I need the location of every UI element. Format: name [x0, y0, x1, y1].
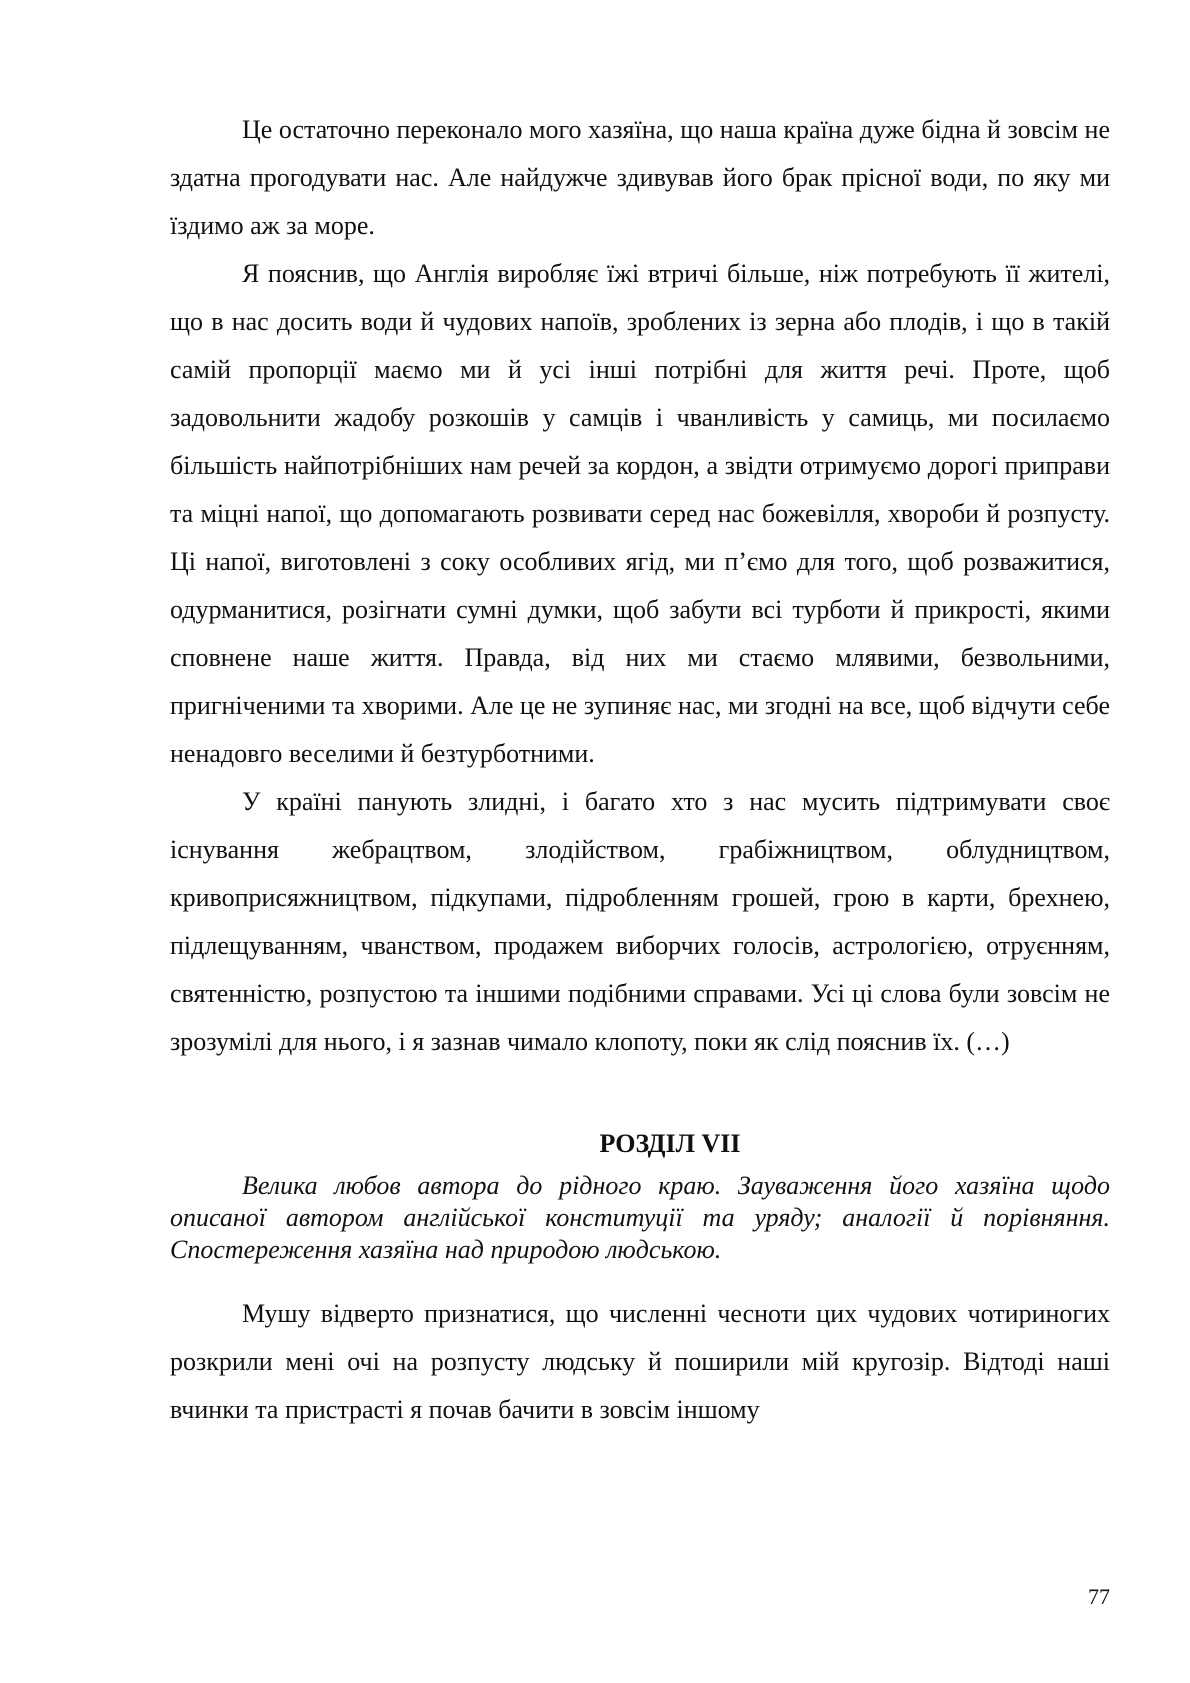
page-number: 77: [1088, 1584, 1110, 1609]
page-body: [170, 106, 1110, 1434]
paragraph-1: Це остаточно переконало мого хазяїна, що наша країна дуже бідна й зовсім не здатна прогодувати нас. Але найдужче здивував його брак прісної води, по яку ми їздимо аж за море.: [170, 115, 1110, 240]
chapter-summary: Велика любов автора до рідного краю. Зауваження його хазяїна щодо описаної автором англійської конституції та уряду; аналогії й порівняння. Спостереження хазяїна над природою людською.: [170, 1171, 1110, 1264]
chapter-heading: РОЗДІЛ VII: [599, 1129, 741, 1158]
paragraph-4: Мушу відверто признатися, що численні чесноти цих чудових чотириногих розкрили мені очі на розпусту людську й поширили мій кругозір. Відтоді наші вчинки та пристрасті я почав бачити в зовсім іншому: [170, 1299, 1110, 1424]
paragraph-3: У країні панують злидні, і багато хто з нас мусить підтримувати своє існування жебрацтвом, злодійством, грабіжництвом, облудництвом, кривоприсяжництвом, підкупами, підробленням грошей, грою в карти, брехнею, підлещуванням, чванством, продажем виборчих голосів, астрологією, отруєнням, святенністю, розпустою та іншими подібними справами. Усі ці слова були зовсім не зрозумілі для нього, і я зазнав чимало клопоту, поки як слід пояснив їх. (…): [170, 787, 1110, 1056]
paragraph-2: Я пояснив, що Англія виробляє їжі втричі більше, ніж потребують її жителі, що в нас досить води й чудових напоїв, зроблених із зерна або плодів, і що в такій самій пропорції маємо ми й усі інші потрібні для життя речі. Проте, щоб задовольнити жадобу розкошів у самців і чванливість у самиць, ми посилаємо більшість найпотрібніших нам речей за кордон, а звідти отримуємо дорогі приправи та міцні напої, що допомагають розвивати серед нас божевілля, хвороби й розпусту. Ці напої, виготовлені з соку особливих ягід, ми п’ємо для того, щоб розважитися, одурманитися, розігнати сумні думки, щоб забути всі турботи й прикрості, якими сповнене наше життя. Правда, від них ми стаємо млявими, безвольними, пригніченими та хворими. Але це не зупиняє нас, ми згодні на все, щоб відчути себе ненадовго веселими й безтурботними.: [170, 259, 1110, 768]
